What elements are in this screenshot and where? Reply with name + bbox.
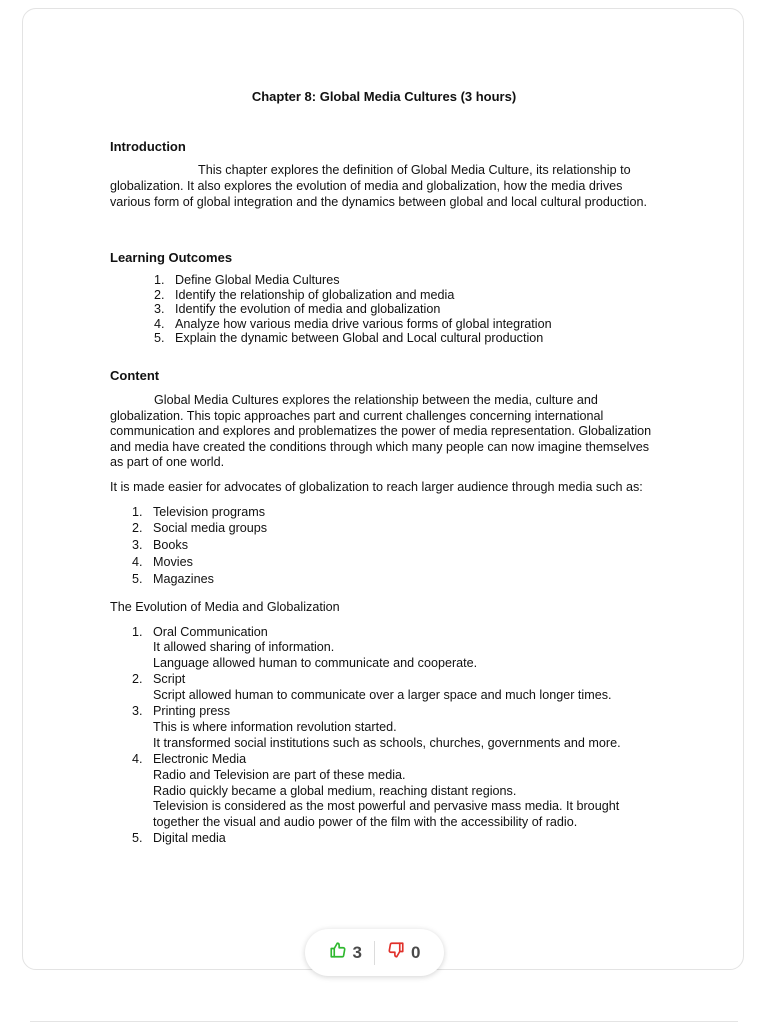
list-item-number: 1. xyxy=(132,624,143,639)
learning-outcomes-heading: Learning Outcomes xyxy=(110,250,233,265)
list-item-text: Books xyxy=(153,538,189,553)
list-item-title: Electronic Media xyxy=(153,751,247,766)
thumbs-up-icon xyxy=(329,941,347,964)
content-paragraph: It is made easier for advocates of globalization to reach larger audience through media such as: xyxy=(110,479,643,494)
list-item-number: 2. xyxy=(154,287,165,302)
list-item xyxy=(132,752,658,832)
list-item-line: This is where information revolution started. xyxy=(153,719,397,734)
list-item-number: 4. xyxy=(132,554,143,569)
list-item-text: Define Global Media Cultures xyxy=(175,273,340,287)
evolution-title: The Evolution of Media and Globalization xyxy=(110,599,340,614)
list-item-body xyxy=(153,672,658,704)
list-item-number: 2. xyxy=(132,672,143,687)
list-item xyxy=(154,273,658,288)
list-item-number: 2. xyxy=(132,521,143,536)
list-item-text: Television programs xyxy=(153,504,265,519)
list-item-line: It allowed sharing of information. xyxy=(153,640,335,655)
like-button[interactable] xyxy=(317,941,374,964)
list-item-line: Radio and Television are part of these media. xyxy=(153,767,406,782)
list-item-body xyxy=(153,831,658,847)
list-item-title: Digital media xyxy=(153,831,226,846)
list-item-title: Printing press xyxy=(153,704,230,719)
list-item-number: 3. xyxy=(154,302,165,317)
list-item xyxy=(132,831,658,847)
list-item-line: Language allowed human to communicate and cooperate. xyxy=(153,656,478,671)
evolution-list xyxy=(110,625,658,848)
content-heading: Content xyxy=(110,367,160,383)
list-item-number: 4. xyxy=(132,751,143,766)
list-item-number: 3. xyxy=(132,538,143,553)
list-item-text: Social media groups xyxy=(153,521,268,536)
list-item xyxy=(132,704,658,752)
list-item xyxy=(132,504,658,521)
list-item-line: Script allowed human to communicate over a larger space and much longer times. xyxy=(153,688,612,703)
list-item-number: 3. xyxy=(132,704,143,719)
list-item xyxy=(132,537,658,554)
list-item-number: 1. xyxy=(132,504,143,519)
list-item xyxy=(132,520,658,537)
list-item-text: Magazines xyxy=(153,571,214,586)
list-item-text: Explain the dynamic between Global and Local cultural production xyxy=(175,331,544,346)
content-paragraph: Global Media Cultures explores the relationship between the media, culture and globalization. This topic approaches part and current challenges concerning international communication and explores and problematizes the power of media representation. Globalization and media have created the conditions through which many people can now imagine themselves as part of one world. xyxy=(110,392,652,470)
list-item xyxy=(132,625,658,673)
introduction-text: This chapter explores the definition of Global Media Culture, its relationship to globalization. It also explores the evolution of media and globalization, how the media drives various form of global integration and the dynamics between global and local cultural production. xyxy=(110,163,647,209)
list-item-title: Script xyxy=(153,672,186,687)
list-item-text: Identify the relationship of globalization and media xyxy=(175,287,455,302)
list-item xyxy=(154,288,658,303)
list-item-title: Oral Communication xyxy=(153,624,268,639)
list-item-number: 4. xyxy=(154,316,165,331)
dislike-button[interactable] xyxy=(375,941,432,964)
dislike-count: 0 xyxy=(411,942,421,962)
introduction-heading: Introduction xyxy=(110,139,186,154)
list-item xyxy=(154,331,658,346)
list-item-number: 1. xyxy=(154,273,165,287)
list-item-number: 5. xyxy=(132,831,143,846)
document-body xyxy=(110,89,658,847)
vote-bar xyxy=(305,929,444,976)
list-item-body xyxy=(153,704,658,752)
list-item xyxy=(132,672,658,704)
list-item-body xyxy=(153,752,658,832)
divider xyxy=(30,1021,738,1022)
list-item-number: 5. xyxy=(132,571,143,586)
list-item-line: Radio quickly became a global medium, reaching distant regions. xyxy=(153,783,517,798)
list-item-line: It transformed social institutions such as schools, churches, governments and more. xyxy=(153,735,621,750)
list-item-text: Identify the evolution of media and globalization xyxy=(175,302,441,317)
list-item-text: Movies xyxy=(153,554,193,569)
list-item-body xyxy=(153,625,658,673)
learning-outcomes-list xyxy=(110,273,658,346)
list-item xyxy=(132,571,658,588)
list-item xyxy=(132,554,658,571)
list-item-number: 5. xyxy=(154,331,165,346)
like-count: 3 xyxy=(352,942,362,962)
list-item xyxy=(154,302,658,317)
list-item xyxy=(154,317,658,332)
media-list xyxy=(110,504,658,588)
list-item-line: Television is considered as the most powerful and pervasive mass media. It brought together the visual and audio power of the film with the accessibility of radio. xyxy=(153,799,620,830)
thumbs-down-icon xyxy=(387,941,405,964)
list-item-text: Analyze how various media drive various forms of global integration xyxy=(175,316,552,331)
document-title: Chapter 8: Global Media Cultures (3 hours) xyxy=(251,89,517,104)
